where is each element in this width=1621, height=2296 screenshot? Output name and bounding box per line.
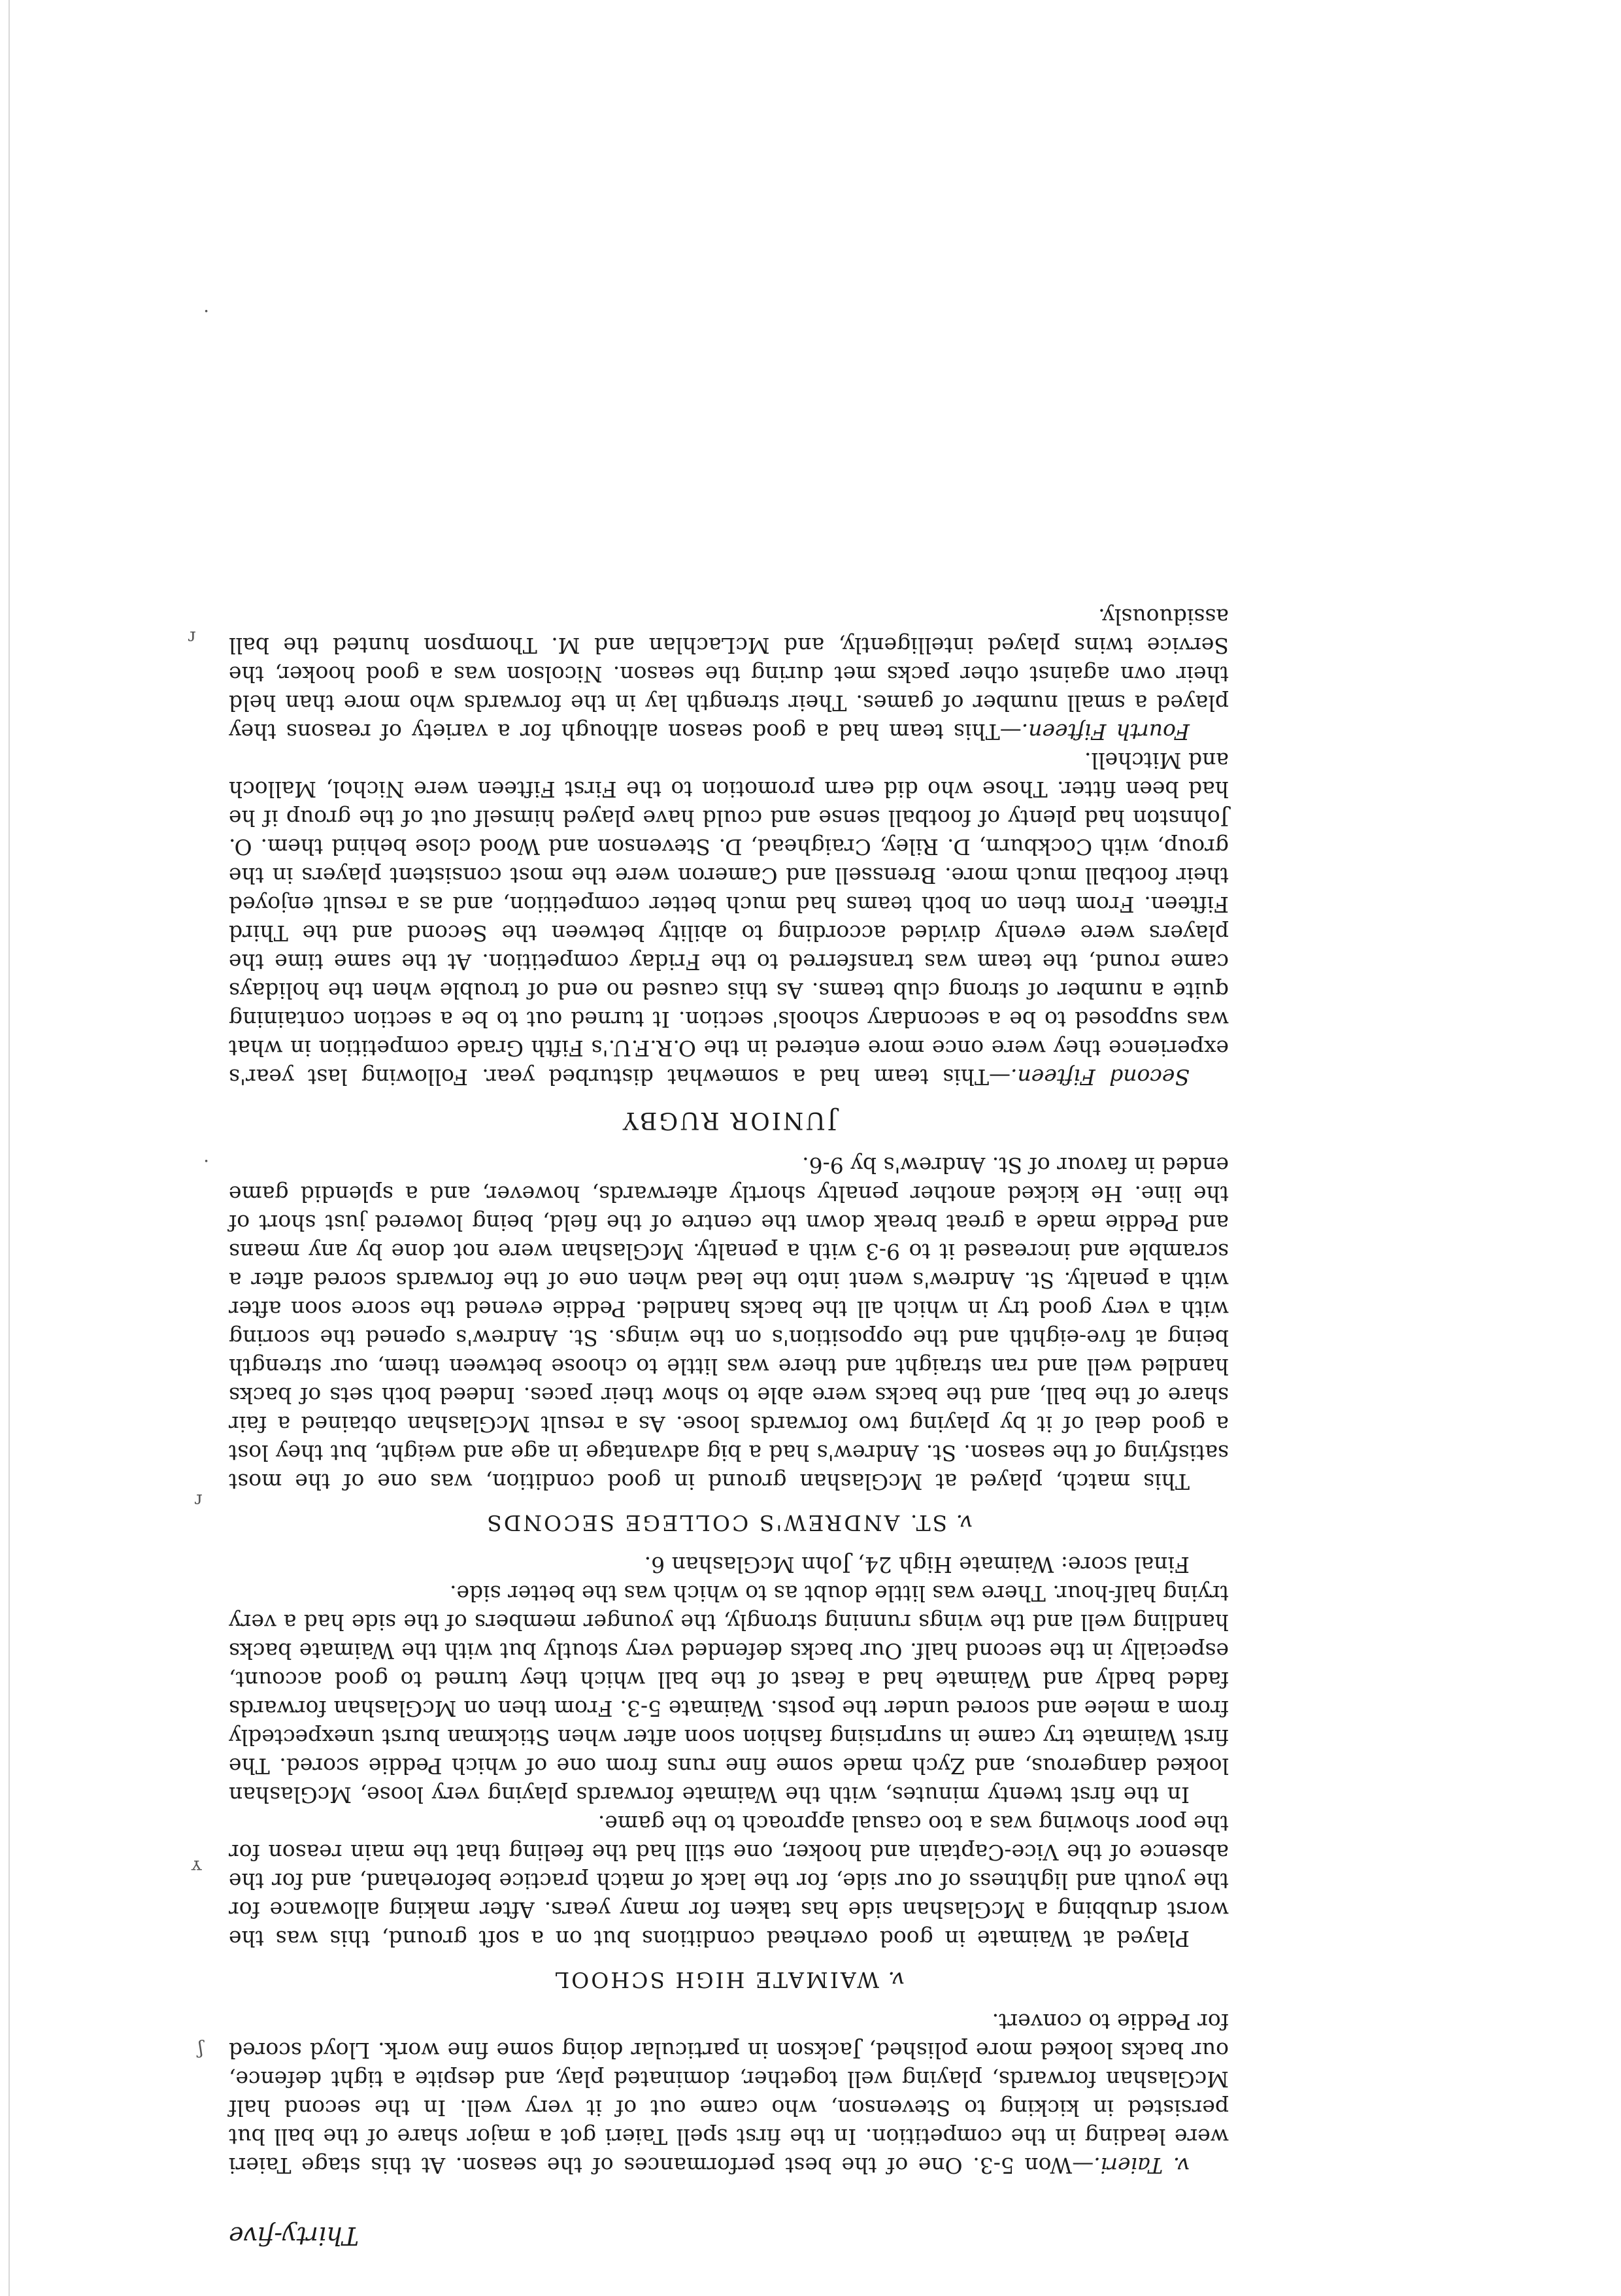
section-heading-waimate	[229, 1967, 1229, 1993]
match-lead: v. Taieri.	[1094, 2153, 1190, 2178]
section-heading-junior-rugby: JUNIOR RUGBY	[620, 1107, 837, 1134]
scan-edge	[8, 0, 10, 2296]
paragraph-waimate-2: In the first twenty minutes, with the Waimate forwards playing very loose, McGlashan looked dangerous, and Zych made some fine runs from one of which Peddie scored. The first Waimate try came in surprising fashion soon after when Stickman burst unexpectedly from a melee and scored under the posts. Waimate 5-3. From then on McGlashan forwards faded badly and Waimate had a feast of the ball which they turned to good account, especially in the second half. Our backs defended very stoutly but with the Waimate backs handling well and the wings running strongly, the younger members of the side had a very trying half-hour. There was little doubt as to which was the better side.	[229, 1581, 1229, 1808]
text-column	[229, 602, 1229, 2250]
margin-speck: ·	[203, 300, 209, 322]
paragraph-fourth-fifteen	[229, 602, 1229, 746]
margin-speck: ·	[203, 1150, 209, 1172]
paragraph-taieri	[229, 2007, 1229, 2180]
paragraph-text: —This team had a good season although for a variety of reasons they played a small number of games. Their strength lay in the forwards who more than held their own against other packs met during the season. Nicolson was a good hooker, the Service twins played intelligently, and McLachlan and M. Thompson hunted the ball assiduously.	[229, 604, 1229, 745]
final-score: Final score: Waimate High 24, John McGlashan 6.	[644, 1552, 1190, 1578]
page-number: Thirty-five	[229, 2221, 359, 2250]
heading-title: ST. ANDREW'S COLLEGE SECONDS	[485, 1510, 948, 1536]
margin-speck: ʃ	[197, 2039, 203, 2061]
versus-prefix: v.	[888, 1967, 905, 1993]
paragraph-second-fifteen	[229, 746, 1229, 1091]
versus-prefix: v.	[956, 1510, 973, 1536]
team-lead: Second Fifteen.	[1011, 1064, 1190, 1090]
paragraph-text: —Won 5-3. One of the best performances of the season. At this stage Taieri were leading in the competition. In the first spell Taieri got a major share of the ball but persisted in kicking to Stevenson, who came out of it very well. In the second half McGlashan forwards, playing well together, dominated play, and despite a tight defence, our backs looked more polished, Jackson in particular doing some fine work. Lloyd scored for Peddie to convert.	[229, 2009, 1229, 2178]
margin-speck: ɾ	[188, 627, 196, 649]
section-heading-st-andrews	[229, 1510, 1229, 1536]
heading-title: WAIMATE HIGH SCHOOL	[553, 1967, 879, 1993]
team-lead: Fourth Fifteen.	[1021, 719, 1190, 745]
paragraph-text: —This team had a somewhat disturbed year. Following last year's experience they were once more entered in the O.R.F.U.'s Fifth Grade competition in what was supposed to be a secondary schools' section. It turned out to be a section containing quite a number of strong club teams. As this caused no end of trouble when the holidays came round, the team was transferred to the Friday competition. At the same time the players were evenly divided according to ability between the Second and the Third Fifteen. From then on both teams had much better competition, and as a result enjoyed their football much more. Brenssell and Cameron were the most consistent players in the group, with Cockburn, D. Riley, Craighead, D. Stevenson and Wood close behind them. O. Johnston had plenty of football sense and could have played himself out of the group if he had been fitter. Those who did earn promotion to the First Fifteen were Nichol, Malloch and Mitchell.	[229, 748, 1229, 1090]
margin-speck: ɾ	[194, 1490, 203, 1511]
margin-speck: ʏ	[190, 1856, 203, 1878]
paragraph-waimate-1: Played at Waimate in good overhead conditions but on a soft ground, this was the worst drubbing a McGlashan side has taken for many years. After making allowance for the youth and lightness of our side, for the lack of match practice beforehand, and for the absence of the Vice-Captain and hooker, one still had the feeling that the main reason for the poor showing was a too casual approach to the game.	[229, 1811, 1229, 1951]
paragraph-st-andrews: This match, played at McGlashan ground in good condition, was one of the most satisfying of the season. St. Andrew's had a big advantage in age and weight, but they lost a good deal of it by playing two forwards loose. As a result McGlashan obtained a fair share of the ball, and the backs were able to show their paces. Indeed both sets of backs handled well and ran straight and there was little to choose between them, our strength being at five-eighth and the opposition's on the wings. St. Andrew's opened the scoring with a very good try in which all the backs handled. Peddie evened the score soon after with a penalty. St. Andrew's went into the lead when one of the forwards scored after a scramble and increased it to 9-3 with a penalty. McGlashan were not done by any means and Peddie made a great break down the centre of the field, being lowered just short of the line. He kicked another penalty shortly afterwards, however, and a splendid game ended in favour of St. Andrew's by 9-6.	[229, 1153, 1229, 1494]
